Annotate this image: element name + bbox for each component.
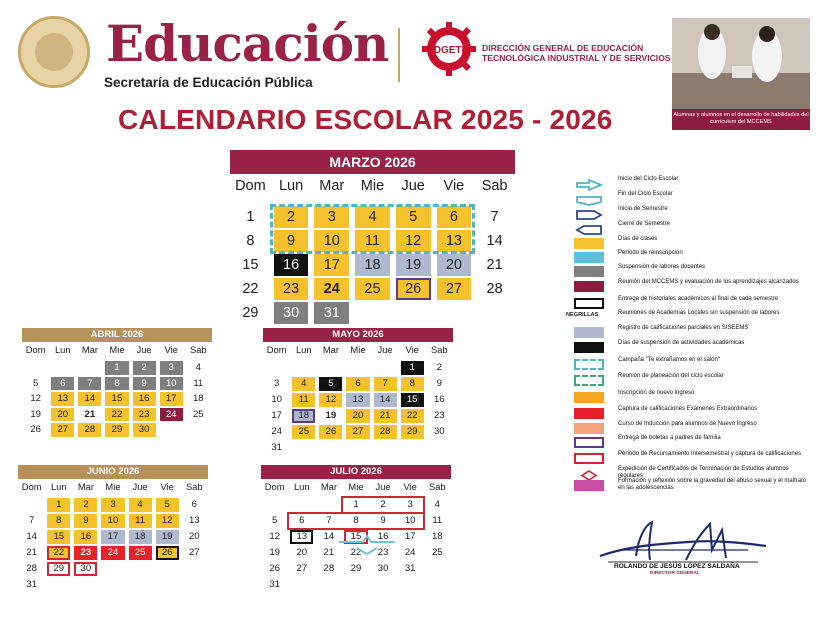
dayname-sab: Sab xyxy=(185,481,203,492)
day-cell: 22 xyxy=(47,546,70,560)
day-cell: 6 xyxy=(299,515,305,526)
dayname-lun: Lun xyxy=(293,481,310,492)
day-cell: 25 xyxy=(431,547,443,558)
day-cell: 6 xyxy=(51,377,74,391)
dayname-vie: Vie xyxy=(160,481,174,492)
legend-label: Días de clases xyxy=(618,236,658,242)
dayname-mie: Mie xyxy=(109,344,125,355)
day-cell: 17 xyxy=(404,531,416,542)
legend-label: Suspensión de labores docentes xyxy=(618,264,706,270)
day-cell: 8 xyxy=(47,514,70,528)
dayname-mie: Mie xyxy=(350,344,366,355)
day-cell: 1 xyxy=(353,499,359,510)
day-cell: 4 xyxy=(292,377,315,391)
legend-swatch xyxy=(574,480,604,491)
legend-swatch xyxy=(574,408,604,419)
legend-label: Inscripción de nuevo ingreso xyxy=(618,390,695,396)
day-cell: 25 xyxy=(192,408,204,420)
legend-swatch xyxy=(574,208,604,219)
day-cell: 22 xyxy=(105,408,128,422)
day-cell: 23 xyxy=(433,410,445,421)
day-cell: 21 xyxy=(486,257,503,273)
day-cell: 5 xyxy=(319,377,342,391)
calendar-marzo xyxy=(230,150,515,321)
day-cell: 2 xyxy=(74,498,97,512)
director-signature xyxy=(598,520,768,568)
legend-label: Período de reinscripción xyxy=(618,250,683,256)
day-cell: 30 xyxy=(274,302,309,324)
dayname-jue: Jue xyxy=(401,178,425,194)
dayname-dom: Dom xyxy=(235,178,266,194)
day-cell: 8 xyxy=(353,515,359,526)
day-cell: 5 xyxy=(272,515,278,526)
day-cell: 25 xyxy=(129,546,152,560)
calendar-junio xyxy=(18,465,208,590)
day-cell: 5 xyxy=(396,206,431,228)
day-cell: 1 xyxy=(105,361,128,375)
legend-label: Inicio del Ciclo Escolar xyxy=(618,176,679,182)
legend-label: Captura de calificaciones Exámenes Extraordinarios xyxy=(618,406,758,412)
dayname-mar: Mar xyxy=(319,178,345,194)
legend-swatch xyxy=(574,223,604,234)
legend-label: Reunión de planeación del ciclo escolar xyxy=(618,373,724,379)
legend-label: Campaña "Te extrañamos en el salón" xyxy=(618,357,720,363)
day-cell: 1 xyxy=(401,361,424,375)
day-cell: 5 xyxy=(156,498,179,512)
svg-text:DGETI: DGETI xyxy=(433,45,465,56)
calendar-julio xyxy=(261,465,451,590)
legend-swatch xyxy=(574,437,604,448)
legend-label: Período de Recursamiento Intersemestral y captura de calificaciones xyxy=(618,451,802,457)
legend-swatch xyxy=(574,193,604,204)
day-cell: 9 xyxy=(133,377,156,391)
day-cell: 1 xyxy=(246,209,255,225)
day-cell: 13 xyxy=(188,515,200,526)
day-cell: 15 xyxy=(47,530,70,544)
legend-label: Formación y reflexión sobre la gravedad del abuso sexual y el maltrato en las adolescencias xyxy=(618,478,807,491)
dayname-jue: Jue xyxy=(132,481,148,492)
day-cell: 11 xyxy=(129,514,152,528)
dayname-vie: Vie xyxy=(164,344,178,355)
legend-swatch xyxy=(574,468,604,479)
day-cell: 24 xyxy=(314,278,349,300)
day-cell: 23 xyxy=(133,408,156,422)
legend-swatch: NEGRILLAS xyxy=(566,312,599,318)
day-cell: 10 xyxy=(101,514,124,528)
fin-ciclo-arrow-icon xyxy=(337,534,397,556)
header-divider xyxy=(398,28,400,82)
day-cell: 14 xyxy=(26,531,38,542)
day-cell: 29 xyxy=(350,563,362,574)
day-cell: 26 xyxy=(30,424,42,436)
day-cell: 11 xyxy=(292,393,315,407)
day-cell: 14 xyxy=(486,233,503,249)
day-cell: 29 xyxy=(242,305,259,321)
day-cell: 16 xyxy=(133,392,156,406)
day-cell: 8 xyxy=(401,377,424,391)
director-role: DIRECTOR GENERAL xyxy=(650,571,700,576)
day-cell: 11 xyxy=(355,230,390,252)
legend-swatch xyxy=(574,423,604,434)
day-cell: 13 xyxy=(51,392,74,406)
day-cell: 20 xyxy=(437,254,472,276)
dayname-lun: Lun xyxy=(295,344,312,355)
legend-label: Reunión del MCCEMS y evaluación de los aprendizajes alcanzados xyxy=(618,279,799,285)
dayname-lun: Lun xyxy=(278,178,304,194)
day-cell: 26 xyxy=(396,278,431,300)
dayname-mar: Mar xyxy=(322,344,339,355)
day-cell: 19 xyxy=(30,408,42,420)
day-cell: 26 xyxy=(269,563,281,574)
day-cell: 20 xyxy=(346,409,369,423)
month-header: JUNIO 2026 xyxy=(18,465,208,479)
day-cell: 31 xyxy=(404,563,416,574)
dayname-jue: Jue xyxy=(136,344,152,355)
day-cell: 9 xyxy=(74,514,97,528)
dgeti-gear-logo xyxy=(422,22,476,76)
day-cell: 6 xyxy=(437,206,472,228)
day-cell: 19 xyxy=(396,254,431,276)
day-cell: 24 xyxy=(271,426,283,437)
day-cell: 16 xyxy=(433,394,445,405)
day-cell: 21 xyxy=(26,547,38,558)
legend-swatch xyxy=(574,238,604,249)
calendar-abril xyxy=(22,328,212,436)
day-cell: 3 xyxy=(314,206,349,228)
dayname-mie: Mie xyxy=(360,178,385,194)
dayname-sab: Sab xyxy=(481,178,508,194)
month-header: MARZO 2026 xyxy=(230,150,515,174)
day-cell: 12 xyxy=(269,531,281,542)
legend-label: Expedición de Certificados de Terminación de Estudios alumnos regulares xyxy=(618,466,789,479)
day-cell: 9 xyxy=(380,515,386,526)
day-cell: 18 xyxy=(355,254,390,276)
day-cell: 5 xyxy=(33,377,39,389)
day-cell: 13 xyxy=(346,393,369,407)
dayname-dom: Dom xyxy=(266,344,287,355)
day-cell: 15 xyxy=(242,257,259,273)
dayname-mar: Mar xyxy=(320,481,337,492)
calendar-title: CALENDARIO ESCOLAR 2025 - 2026 xyxy=(118,104,613,135)
day-cell: 23 xyxy=(274,278,309,300)
day-cell: 2 xyxy=(380,499,386,510)
day-cell: 15 xyxy=(344,530,367,544)
day-cell: 1 xyxy=(47,498,70,512)
day-cell: 23 xyxy=(377,547,389,558)
dayname-dom: Dom xyxy=(25,344,46,355)
day-cell: 17 xyxy=(314,254,349,276)
day-cell: 11 xyxy=(193,377,204,389)
day-cell: 10 xyxy=(271,394,283,405)
day-cell: 31 xyxy=(271,442,283,453)
day-cell: 7 xyxy=(78,377,101,391)
day-cell: 14 xyxy=(323,531,335,542)
legend-swatch xyxy=(574,252,604,263)
day-cell: 3 xyxy=(407,499,413,510)
dayname-sab: Sab xyxy=(428,481,446,492)
calendar-mayo xyxy=(263,328,453,453)
dayname-mar: Mar xyxy=(77,481,94,492)
day-cell: 7 xyxy=(490,209,499,225)
legend-label: Inicio de Semestre xyxy=(618,206,668,212)
day-cell: 2 xyxy=(133,361,156,375)
day-cell: 29 xyxy=(47,562,70,576)
day-cell: 19 xyxy=(269,547,281,558)
day-cell: 7 xyxy=(374,377,397,391)
dayname-mie: Mie xyxy=(105,481,121,492)
day-cell: 15 xyxy=(401,393,424,407)
day-cell: 17 xyxy=(271,410,283,421)
day-cell: 10 xyxy=(160,377,183,391)
legend-swatch xyxy=(574,359,604,370)
day-cell: 3 xyxy=(101,498,124,512)
day-cell: 4 xyxy=(195,362,201,373)
students-lab-photo: Alumnas y alumnos en el desarrollo de habilidades del currículum del MCCEMS xyxy=(672,18,810,130)
day-cell: 2 xyxy=(436,362,442,373)
day-cell: 8 xyxy=(105,377,128,391)
day-cell: 11 xyxy=(432,515,443,526)
legend-swatch xyxy=(574,281,604,292)
day-cell: 29 xyxy=(401,425,424,439)
dayname-sab: Sab xyxy=(189,344,207,355)
recursamiento-red-box xyxy=(287,512,425,530)
day-cell: 21 xyxy=(374,409,397,423)
legend-swatch xyxy=(574,178,604,189)
day-cell: 10 xyxy=(314,230,349,252)
dayname-jue: Jue xyxy=(377,344,393,355)
day-cell: 8 xyxy=(246,233,255,249)
day-cell: 24 xyxy=(160,408,183,422)
legend-label: Registro de calificaciones parciales en SISEEMS xyxy=(618,325,749,331)
day-cell: 15 xyxy=(105,392,128,406)
day-cell: 12 xyxy=(30,393,42,405)
day-cell: 6 xyxy=(346,377,369,391)
director-name: ROLANDO DE JESÚS LÓPEZ SALDAÑA xyxy=(614,563,740,570)
day-cell: 26 xyxy=(156,546,179,560)
dayname-vie: Vie xyxy=(405,344,419,355)
legend-swatch xyxy=(574,392,604,403)
day-cell: 20 xyxy=(51,408,74,422)
day-cell: 26 xyxy=(319,425,342,439)
day-cell: 4 xyxy=(355,206,390,228)
day-cell: 20 xyxy=(296,547,308,558)
sep-subtitle: Secretaría de Educación Pública xyxy=(104,75,313,90)
day-cell: 19 xyxy=(325,410,337,421)
dayname-dom: Dom xyxy=(21,481,42,492)
day-cell: 30 xyxy=(74,562,97,576)
dayname-lun: Lun xyxy=(50,481,67,492)
day-cell: 28 xyxy=(486,281,503,297)
day-cell: 12 xyxy=(396,230,431,252)
day-cell: 27 xyxy=(437,278,472,300)
day-cell: 19 xyxy=(156,530,179,544)
educacion-brand: Educación xyxy=(106,14,389,73)
legend-swatch xyxy=(574,453,604,464)
day-cell: 24 xyxy=(101,546,124,560)
legend-label: Entrega de boletas a padres de familia xyxy=(618,435,721,441)
dayname-vie: Vie xyxy=(403,481,417,492)
day-cell: 3 xyxy=(274,378,280,389)
day-cell: 27 xyxy=(296,563,308,574)
legend-label: Curso de Inducción para alumnos de Nuevo Ingreso xyxy=(618,421,757,427)
day-cell: 29 xyxy=(105,423,128,437)
legend-label: Entrega de historiales académicos al final de cada semestre xyxy=(618,296,779,302)
day-cell: 28 xyxy=(374,425,397,439)
day-cell: 20 xyxy=(188,531,200,542)
dayname-lun: Lun xyxy=(54,344,71,355)
day-cell: 10 xyxy=(404,515,416,526)
day-cell: 16 xyxy=(274,254,309,276)
day-cell: 18 xyxy=(292,409,315,423)
month-header: MAYO 2026 xyxy=(263,328,453,342)
legend-swatch xyxy=(574,298,604,309)
day-cell: 21 xyxy=(323,547,335,558)
day-cell: 18 xyxy=(431,531,443,542)
dayname-vie: Vie xyxy=(443,178,465,194)
day-cell: 17 xyxy=(160,392,183,406)
legend-swatch xyxy=(574,375,604,386)
day-cell: 7 xyxy=(29,515,35,526)
day-cell: 22 xyxy=(350,547,362,558)
day-cell: 18 xyxy=(129,530,152,544)
day-cell: 21 xyxy=(84,408,96,420)
day-cell: 24 xyxy=(404,547,416,558)
day-cell: 30 xyxy=(433,426,445,437)
day-cell: 2 xyxy=(274,206,309,228)
day-cell: 13 xyxy=(437,230,472,252)
day-cell: 4 xyxy=(434,499,440,510)
day-cell: 27 xyxy=(346,425,369,439)
dayname-sab: Sab xyxy=(430,344,448,355)
day-cell: 18 xyxy=(192,393,204,405)
day-cell: 16 xyxy=(377,531,389,542)
day-cell: 30 xyxy=(133,423,156,437)
legend-label: Reuniones de Academias Locales sin suspensión de labores xyxy=(618,310,780,316)
legend-swatch xyxy=(574,327,604,338)
day-cell: 12 xyxy=(319,393,342,407)
legend-swatch xyxy=(574,266,604,277)
legend-label: Días de suspensión de actividades académicas xyxy=(618,340,745,346)
day-cell: 31 xyxy=(26,579,38,590)
day-cell: 28 xyxy=(323,563,335,574)
day-cell: 30 xyxy=(377,563,389,574)
day-cell: 22 xyxy=(242,281,259,297)
day-cell: 28 xyxy=(78,423,101,437)
day-cell: 6 xyxy=(191,499,197,510)
day-cell: 25 xyxy=(292,425,315,439)
day-cell: 31 xyxy=(314,302,349,324)
day-cell: 14 xyxy=(78,392,101,406)
day-cell: 22 xyxy=(401,409,424,423)
day-cell: 9 xyxy=(274,230,309,252)
mexico-seal-logo xyxy=(18,16,90,88)
day-cell: 7 xyxy=(326,515,332,526)
dayname-dom: Dom xyxy=(264,481,285,492)
legend-label: Cierre de Semestre xyxy=(618,221,671,227)
month-header: ABRIL 2026 xyxy=(22,328,212,342)
day-cell: 3 xyxy=(160,361,183,375)
day-cell: 31 xyxy=(269,579,281,590)
dayname-mar: Mar xyxy=(81,344,98,355)
dayname-jue: Jue xyxy=(375,481,391,492)
day-cell: 13 xyxy=(290,530,313,544)
day-cell: 4 xyxy=(129,498,152,512)
legend-label: Fin del Ciclo Escolar xyxy=(618,191,673,197)
day-cell: 23 xyxy=(74,546,97,560)
dgeti-name: DIRECCIÓN GENERAL DE EDUCACIÓN TECNOLÓGICA INDUSTRIAL Y DE SERVICIOS xyxy=(482,43,671,63)
day-cell: 28 xyxy=(26,563,38,574)
day-cell: 12 xyxy=(156,514,179,528)
day-cell: 14 xyxy=(374,393,397,407)
day-cell: 27 xyxy=(51,423,74,437)
legend-swatch xyxy=(574,342,604,353)
dayname-mie: Mie xyxy=(348,481,364,492)
month-header: JULIO 2026 xyxy=(261,465,451,479)
campaign-dashed-box xyxy=(270,204,476,254)
day-cell: 27 xyxy=(188,547,200,558)
day-cell: 9 xyxy=(436,378,442,389)
day-cell: 16 xyxy=(74,530,97,544)
day-cell: 25 xyxy=(355,278,390,300)
day-cell: 17 xyxy=(101,530,124,544)
